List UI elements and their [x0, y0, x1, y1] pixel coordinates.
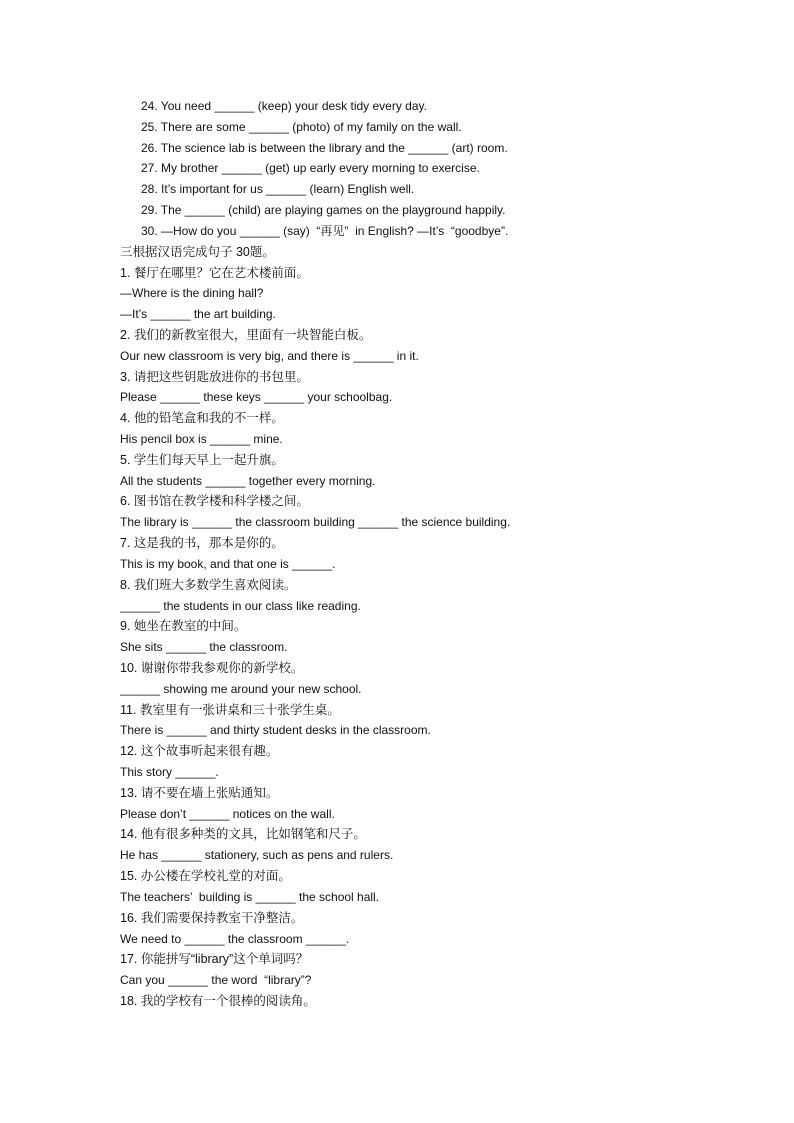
question-line-24: 24. You need ______ (keep) your desk tidy every day. — [141, 99, 427, 113]
answer-line-10: ______ showing me around your new school. — [120, 681, 362, 696]
prompt-cn-5: 5. 学生们每天早上一起升旗。 — [120, 452, 284, 467]
prompt-cn-9: 9. 她坐在教室的中间。 — [120, 619, 247, 634]
answer-line-15: The teachers’ building is ______ the school hall. — [120, 889, 380, 904]
answer-line-3: Please ______ these keys ______ your schoolbag. — [120, 390, 393, 405]
answer-line-17: Can you ______ the word “library”? — [120, 973, 312, 988]
prompt-cn-6: 6. 图书馆在教学楼和科学楼之间。 — [120, 494, 309, 509]
answer-line-8: ______ the students in our class like reading. — [120, 598, 361, 613]
prompt-cn-15: 15. 办公楼在学校礼堂的对面。 — [120, 869, 291, 884]
answer-line-16: We need to ______ the classroom ______. — [120, 931, 350, 946]
prompt-cn-7: 7. 这是我的书，那本是你的。 — [120, 536, 284, 551]
question-line-25: 25. There are some ______ (photo) of my family on the wall. — [141, 119, 462, 134]
question-line-28: 28. It’s important for us ______ (learn) English well. — [141, 182, 415, 197]
answer-line-1a: —Where is the dining hall? — [120, 286, 264, 301]
prompt-cn-11: 11. 教室里有一张讲桌和三十张学生桌。 — [120, 702, 340, 717]
prompt-cn-10: 10. 谢谢你带我参观你的新学校。 — [120, 660, 304, 675]
answer-line-12: This story ______. — [120, 765, 219, 779]
answer-line-9: She sits ______ the classroom. — [120, 640, 288, 655]
answer-line-7: This is my book, and that one is ______. — [120, 556, 336, 571]
question-line-29: 29. The ______ (child) are playing games on the playground happily. — [141, 203, 506, 218]
answer-line-6: The library is ______ the classroom building ______ the science building. — [120, 515, 511, 530]
answer-line-13: Please don’t ______ notices on the wall. — [120, 806, 335, 821]
prompt-cn-3: 3. 请把这些钥匙放进你的书包里。 — [120, 369, 309, 384]
answer-line-4: His pencil box is ______ mine. — [120, 432, 283, 446]
prompt-cn-12: 12. 这个故事听起来很有趣。 — [120, 744, 279, 759]
prompt-cn-16: 16. 我们需要保持教室干净整洁。 — [120, 910, 304, 925]
prompt-cn-1: 1. 餐厅在哪里？它在艺术楼前面。 — [120, 265, 309, 280]
prompt-cn-4: 4. 他的铅笔盒和我的不一样。 — [120, 411, 284, 426]
question-line-26: 26. The science lab is between the library and the ______ (art) room. — [141, 140, 508, 155]
prompt-cn-2: 2. 我们的新教室很大，里面有一块智能白板。 — [120, 327, 372, 342]
answer-line-5: All the students ______ together every morning. — [120, 473, 376, 488]
answer-line-14: He has ______ stationery, such as pens and rulers. — [120, 848, 394, 863]
prompt-cn-18: 18. 我的学校有一个很棒的阅读角。 — [120, 993, 316, 1008]
exercise-text — [120, 96, 740, 1012]
question-line-27: 27. My brother ______ (get) up early every morning to exercise. — [141, 161, 480, 176]
prompt-cn-14: 14. 他有很多种类的文具，比如钢笔和尺子。 — [120, 827, 366, 842]
prompt-cn-8: 8. 我们班大多数学生喜欢阅读。 — [120, 577, 297, 592]
section-heading: 三根据汉语完成句子 30题。 — [120, 244, 275, 259]
answer-line-11: There is ______ and thirty student desks in the classroom. — [120, 723, 431, 738]
prompt-cn-13: 13. 请不要在墙上张贴通知。 — [120, 785, 279, 800]
answer-line-1b: —It’s ______ the art building. — [120, 307, 276, 322]
answer-line-2: Our new classroom is very big, and there is ______ in it. — [120, 348, 419, 363]
question-line-30: 30. —How do you ______ (say) “再见” in English? —It’s “goodbye”. — [141, 223, 509, 238]
prompt-cn-17: 17. 你能拼写“library”这个单词吗？ — [120, 952, 309, 967]
